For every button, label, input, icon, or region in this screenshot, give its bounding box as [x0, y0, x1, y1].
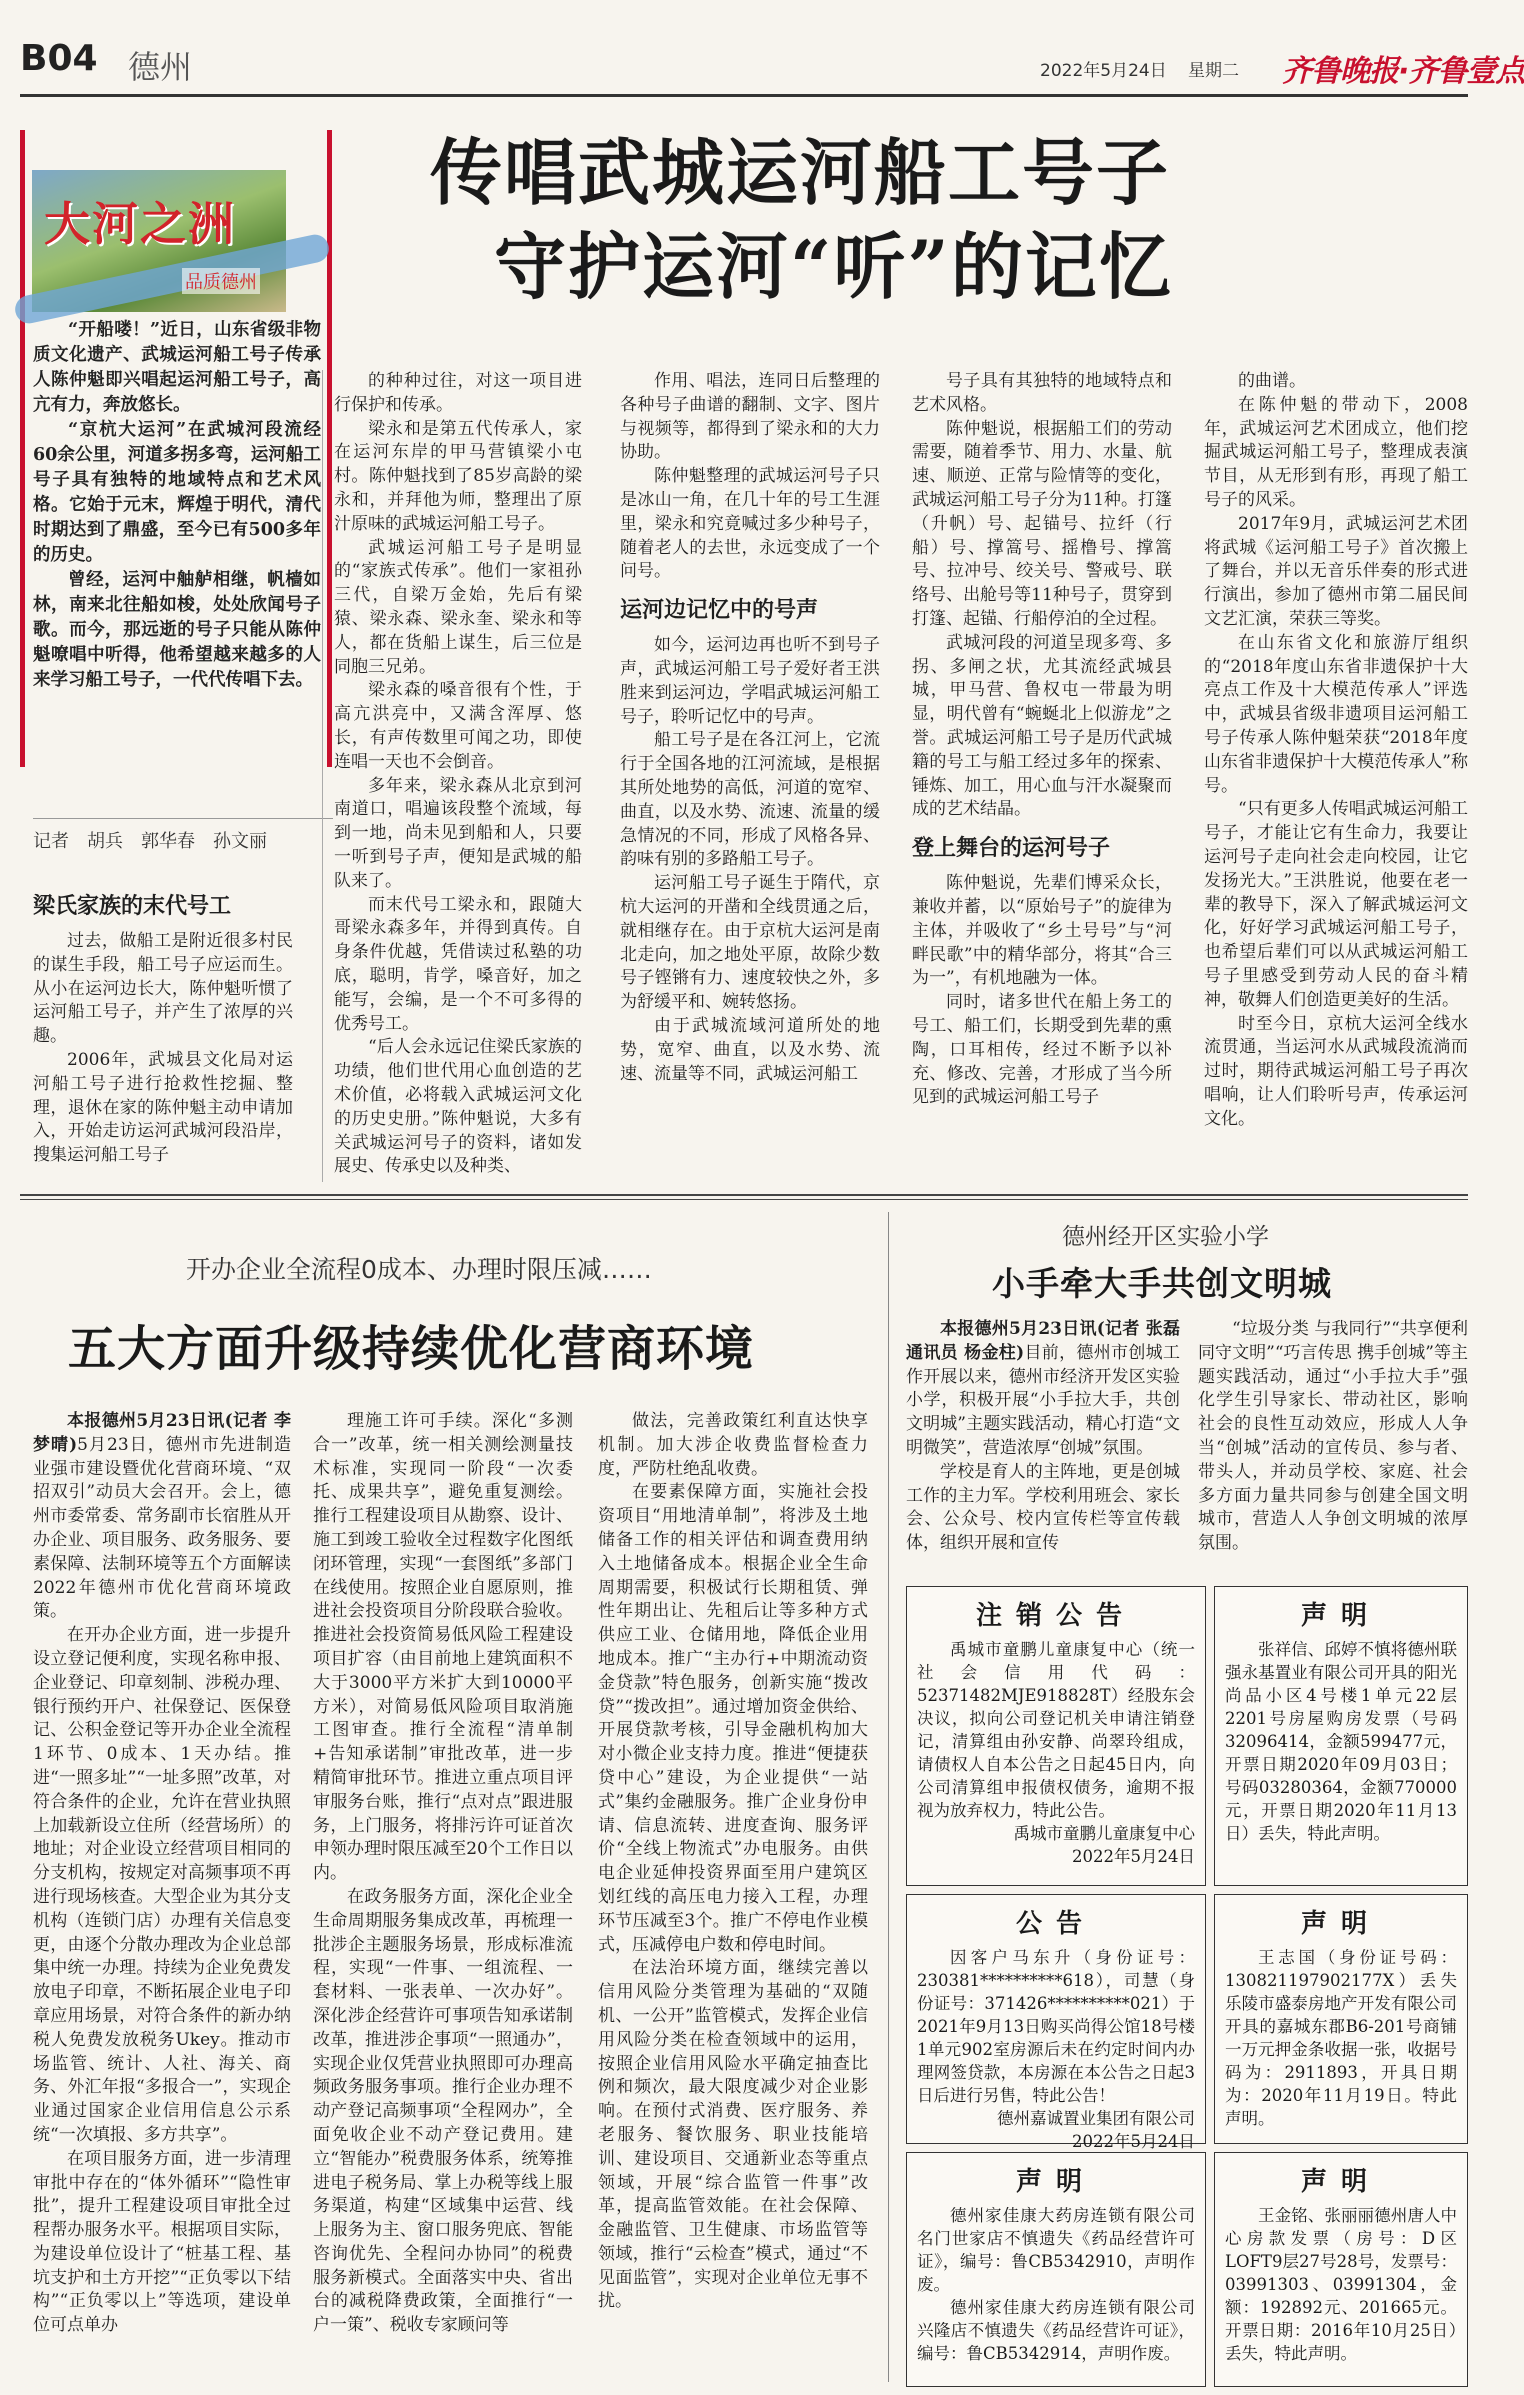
section-rule [20, 1194, 1468, 1196]
body-paragraph: 做法，完善政策红利直达快享机制。加大涉企收费监督检查力度，严防杜绝乱收费。 [598, 1411, 868, 1479]
notice-box [906, 1586, 1206, 1886]
notice-box [1214, 1586, 1468, 1886]
body-paragraph [906, 1318, 1180, 1461]
body-paragraph: 时至今日，京杭大运河全线水流贯通，当运河水从武城段流淌而过时，期待武城运河船工号子再次唱响，让人们聆听号声，传承运河文化。 [1204, 1013, 1468, 1129]
column-divider [322, 370, 323, 1182]
notice-body: 王金铭、张丽丽德州唐人中心房款发票（房号：D区LOFT9层27号28号，发票号：03991303、03991304，金额：192892元、201665元。开票日期：2016年10月25日）丢失，特此声明。 [1225, 2206, 1457, 2363]
notice-box [906, 2152, 1206, 2387]
business-column-3 [598, 1410, 868, 2385]
notice-signature: 德州嘉诚置业集团有限公司 [997, 2109, 1195, 2128]
page-header [20, 30, 1524, 100]
notice-body: 张祥信、邱婷不慎将德州联强永基置业有限公司开具的阳光尚品小区4号楼1单元22层2201号房屋购房发票（号码32096414，金额599477元，开票日期2020年09月03日；号码03280364，金额770000元，开票日期2020年11月13日）丢失，特此声明。 [1225, 1640, 1457, 1843]
body-text: 5月23日，德州市先进制造业强市建设暨优化营商环境、“双招双引”动员大会召开。会上，德州市委常委、常务副市长宿胜从开办企业、项目服务、政务服务、要素保障、法制环境等五个方面解读2022年德州市优化营商环境政策。 [33, 1434, 291, 1622]
business-column-2 [313, 1410, 573, 2385]
feature-column-2 [334, 370, 582, 1180]
body-paragraph: 梁永森的嗓音很有个性，于高亢洪亮中，又满含浑厚、悠长，有声传数里可闻之功，即使连唱一天也不会倒音。 [334, 680, 582, 772]
notice-signature: 禹城市童鹏儿童康复中心 [1013, 1824, 1195, 1843]
intro-paragraph: “京杭大运河”在武城河段流经60余公里，河道多拐多弯，运河船工号子具有独特的地域特点和艺术风格。它始于元末，辉煌于明代，清代时期达到了鼎盛，至今已有500多年的历史。 [33, 420, 321, 565]
body-paragraph: 如今，运河边再也听不到号子声，武城运河船工号子爱好者王洪胜来到运河边，学唱武城运河船工号子，聆听记忆中的号声。 [620, 635, 880, 727]
body-paragraph: 理施工许可手续。深化“多测合一”改革，统一相关测绘测量技术标准，实现同一阶段“一次委托、成果共享”，避免重复测绘。推行工程建设项目从勘察、设计、施工到竣工验收全过程数字化图纸闭环管理，实现“一套图纸”多部门在线使用。按照企业自愿原则，推进社会投资项目分阶段联合验收。推进社会投资简易低风险工程建设项目扩容（由目前地上建筑面积不大于3000平方米扩大到10000平方米），对简易低风险项目取消施工图审查。推行全流程“清单制+告知承诺制”审批改革，进一步精简审批环节。推进立重点项目评审服务台账，推行“点对点”跟进服务，上门服务，将排污许可证首次申领办理时限压减至20个工作日以内。 [313, 1411, 573, 1884]
feature-column-1 [33, 880, 293, 1180]
business-column-1 [33, 1410, 291, 2385]
article-kicker: 开办企业全流程0成本、办理时限压减…… [186, 1255, 652, 1284]
body-text: 目前，德州市创城工作开展以来，德州市经济开发区实验小学，积极开展“小手拉大手，共创文明城”主题实践活动，精心打造“文明微笑”，营造浓厚“创城”氛围。 [906, 1342, 1181, 1458]
header-rule [20, 94, 1468, 97]
headline-line-1: 传唱武城运河船工号子 [430, 130, 1171, 215]
issue-date: 2022年5月24日 [1040, 61, 1167, 81]
section-name: 德州 [128, 48, 193, 86]
feature-column-3 [620, 370, 880, 1180]
body-paragraph: 作用、唱法，连同日后整理的各种号子曲谱的翻制、文字、图片与视频等，都得到了梁永和的大力协助。 [620, 371, 880, 463]
reporter-byline: 记者 胡兵 郭华春 孙文丽 [33, 818, 333, 853]
notice-body: 因客户马东升（身份证号：230381**********618），司慧（身份证号：371426**********021）于2021年9月13日购买尚得公馆18号楼1单元902室房源后未在约定时间内办理网签贷款，本房源在本公告之日起3日后进行另售，特此公告！ [917, 1948, 1195, 2105]
column-divider [888, 1212, 889, 2382]
notice-box [1214, 2152, 1468, 2387]
feature-column-5 [1204, 370, 1468, 1180]
notice-body: 禹城市童鹏儿童康复中心（统一社会信用代码：52371482MJE918828T）经股东会决议，拟向公司登记机关申请注销登记，清算组由孙安静、尚翠玲组成，请债权人自本公告之日起45日内，向公司清算组申报债权债务，逾期不报视为放弃权力，特此公告。 [917, 1640, 1195, 1820]
notice-title: 声明 [1300, 1909, 1381, 1939]
headline-line-2: 守护运河“听”的记忆 [494, 224, 1173, 309]
body-paragraph: 同时，诸多世代在船上务工的号工、船工们，长期受到先辈的熏陶，口耳相传，经过不断予以补充、修改、完善，才形成了当今所见到的武城运河船工号子 [912, 992, 1172, 1108]
body-paragraph: 在项目服务方面，进一步清理审批中存在的“体外循环”“隐性审批”，提升工程建设项目审批全过程帮办服务水平。根据项目实际，为建设单位设计了“桩基工程、基坑支护和土方开挖”“正负零以下结构”“正负零以上”等选项，建设单位可点单办 [33, 2148, 291, 2336]
issue-weekday: 星期二 [1188, 61, 1239, 81]
body-paragraph: “只有更多人传唱武城运河船工号子，才能让它有生命力，我要让运河号子走向社会走向校园，让它发扬光大。”王洪胜说，他要在老一辈的教导下，深入了解武城运河文化，好好学习武城运河船工号子，也希望后辈们可以从武城运河船工号子里感受到劳动人民的奋斗精神，敬舞人们创造更美好的生活。 [1204, 799, 1468, 1010]
subheading: 运河边记忆中的号声 [620, 597, 819, 624]
column-logo-title: 大河之洲 [44, 197, 236, 251]
notice-date: 2022年5月24日 [1072, 2132, 1195, 2151]
article-kicker: 德州经开区实验小学 [1062, 1224, 1269, 1250]
school-column-2 [1198, 1318, 1468, 1573]
school-column-1 [906, 1318, 1180, 1573]
body-paragraph: 陈仲魁整理的武城运河号子只是冰山一角，在几十年的号工生涯里，梁永和究竟喊过多少种号子，随着老人的去世，永远变成了一个问号。 [620, 466, 880, 582]
notice-body: 王志国（身份证号码：130821197902177X）丢失乐陵市盛泰房地产开发有限公司开具的嘉城东郡B6-201号商铺一万元押金条收据一张，收据号码为：2911893，开具日期为：2020年11月19日。特此声明。 [1225, 1948, 1457, 2128]
section-rule [20, 1199, 1468, 1200]
article-headline: 五大方面升级持续优化营商环境 [68, 1321, 755, 1377]
notice-title: 注销公告 [975, 1601, 1136, 1631]
body-paragraph: 号子具有其独特的地域特点和艺术风格。 [912, 371, 1172, 415]
article-headline: 小手牵大手共创文明城 [992, 1264, 1332, 1303]
feature-column-4 [912, 370, 1172, 1180]
notice-box [906, 1894, 1206, 2151]
body-paragraph: 在法治环境方面，继续完善以信用风险分类管理为基础的“双随机、一公开”监管模式，发挥企业信用风险分类在检查领域中的运用，按照企业信用风险水平确定抽查比例和频次，最大限度减少对企业影响。在预付式消费、医疗服务、养老服务、餐饮服务、职业技能培训、建设项目、交通新业态等重点领域，开展“综合监管一件事”改革，提高监管效能。在社会保障、金融监管、卫生健康、市场监管等领域，推行“云检查”模式，通过“不见面监管”，实现对企业单位无事不扰。 [598, 1958, 868, 2312]
notice-body: 德州家佳康大药房连锁有限公司名门世家店不慎遗失《药品经营许可证》，编号：鲁CB5342910，声明作废。 [917, 2206, 1195, 2294]
body-paragraph: “垃圾分类 与我同行”“共享便利 同守文明”“巧言传思 携手创城”等主题实践活动，通过“小手拉大手”强化学生引导家长、带动社区，影响社会的良性互动效应，形成人人争当“创城”活动的宣传员、参与者、带头人，并动员学校、家庭、社会多方面力量共同参与创建全国文明城市，营造人人争创文明城的浓厚氛围。 [1198, 1319, 1468, 1554]
body-paragraph: 过去，做船工是附近很多村民的谋生手段，船工号子应运而生。从小在运河边长大，陈仲魁听惯了运河船工号子，并产生了浓厚的兴趣。 [33, 931, 293, 1047]
body-paragraph: 陈仲魁说，根据船工们的劳动需要，随着季节、用力、水量、航速、顺逆、正常与险情等的变化，武城运河船工号子分为11种。打篷（升帆）号、起锚号、拉纤（行船）号、撑篙号、摇橹号、撑篙号、拉冲号、绞关号、警戒号、联络号、出舱号等11种号子，贯穿到打篷、起锚、行船停泊的全过程。 [912, 418, 1172, 629]
notice-body: 德州家佳康大药房连锁有限公司兴隆店不慎遗失《药品经营许可证》，编号：鲁CB5342914，声明作废。 [917, 2298, 1195, 2363]
dateline: 本报德州5月23日讯(记者 李梦晴) [33, 1411, 291, 1455]
intro-paragraph: 曾经，运河中舳舻相继，帆樯如林，南来北往船如梭，处处欣闻号子歌。而今，那远逝的号子只能从陈仲魁嘹唱中听得，他希望越来越多的人来学习船工号子，一代代传唱下去。 [33, 570, 321, 690]
body-paragraph: 在开办企业方面，进一步提升设立登记便利度，实现名称申报、企业登记、印章刻制、涉税办理、银行预约开户、社保登记、医保登记、公积金登记等开办企业全流程1环节、0成本、1天办结。推进“一照多址”“一址多照”改革，对符合条件的企业，允许在营业执照上加载新设立住所（经营场所）的地址；对企业设立经营项目相同的分支机构，按规定对高频事项不再进行现场核查。大型企业为其分支机构（连锁门店）办理有关信息变更，由逐个分散办理改为企业总部集中统一办理。持续为企业免费发放电子印章，不断拓展企业电子印章应用场景，对符合条件的新办纳税人免费发放税务Ukey。推动市场监管、统计、人社、海关、商务、外汇年报“多报合一”，实现企业通过国家企业信用信息公示系统“一次填报、多方共享”。 [33, 1625, 291, 2145]
body-paragraph [33, 1410, 291, 1624]
body-paragraph: 由于武城流域河道所处的地势，宽窄、曲直，以及水势、流速、流量等不同，武城运河船工 [620, 1015, 880, 1084]
column-logo-subtitle: 品质德州 [182, 268, 260, 294]
body-paragraph: 武城河段的河道呈现多弯、多拐、多闸之状，尤其流经武城县城，甲马营、鲁权屯一带最为明显，明代曾有“蜿蜒北上似游龙”之誉。武城运河船工号子是历代武城籍的号工与船工经过多年的探索、锤炼、加工，用心血与汗水凝聚而成的艺术结晶。 [912, 632, 1172, 820]
feature-intro [33, 318, 321, 693]
dateline: 本报德州5月23日讯(记者 张磊 通讯员 杨金柱) [906, 1319, 1180, 1363]
notice-title: 声明 [1300, 2167, 1381, 2197]
body-paragraph: 陈仲魁说，先辈们博采众长，兼收并蓄，以“原始号子”的旋律为主体，并吸收了“乡土号号”与“河畔民歌”中的精华部分，将其“合三为一”，有机地融为一体。 [912, 873, 1172, 989]
body-paragraph: 在要素保障方面，实施社会投资项目“用地清单制”，将涉及土地储备工作的相关评估和调查费用纳入土地储备成本。根据企业全生命周期需要，积极试行长期租赁、弹性年期出让、先租后让等多种方式供应工业、仓储用地，降低企业用地成本。推广“主办行+中期流动资金贷款”特色服务，创新实施“拨改贷”“拨改担”。通过增加资金供给、开展贷款考核，引导金融机构加大对小微企业支持力度。推进“便捷获贷中心”建设，为企业提供“一站式”集约金融服务。推广企业身份申请、信息流转、进度查询、服务评价“全线上物流式”办电服务。由供电企业延伸投资界面至用户建筑区划红线的高压电力接入工程，办理环节压减至3个。推广不停电作业模式，压减停电户数和停电时间。 [598, 1482, 868, 1955]
notice-title: 公告 [1015, 1909, 1096, 1939]
subheading: 梁氏家族的末代号工 [33, 893, 232, 919]
body-paragraph: 的曲谱。 [1238, 371, 1306, 391]
body-paragraph: 多年来，梁永森从北京到河南道口，唱遍该段整个流域，每到一地，尚未见到船和人，只要一听到号子声，便知是武城的船队来了。 [334, 775, 582, 891]
body-paragraph: 船工号子是在各江河上，它流行于全国各地的江河流域，是根据其所处地势的高低，河道的宽窄、曲直，以及水势、流速、流量的缓急情况的不同，形成了风格各异、韵味有别的多路船工号子。 [620, 730, 880, 870]
page-number: B04 [20, 38, 98, 79]
body-paragraph: 梁永和是第五代传承人，家在运河东岸的甲马营镇梁小屯村。陈仲魁找到了85岁高龄的梁永和，并拜他为师，整理出了原汁原味的武城运河船工号子。 [334, 418, 582, 534]
intro-paragraph: “开船喽！”近日，山东省级非物质文化遗产、武城运河船工号子传承人陈仲魁即兴唱起运河船工号子，高亢有力，奔放悠长。 [33, 320, 321, 415]
body-paragraph: 2006年，武城县文化局对运河船工号子进行抢救性挖掘、整理，退休在家的陈仲魁主动申请加入，开始走访运河武城河段沿岸，搜集运河船工号子 [33, 1049, 293, 1166]
body-paragraph: 武城运河船工号子是明显的“家族式传承”。他们一家祖孙三代，自梁万金始，先后有梁猿、梁永森、梁永奎、梁永和等人，都在货船上谋生，后三位是同胞三兄弟。 [334, 537, 582, 677]
notice-date: 2022年5月24日 [1072, 1847, 1195, 1866]
body-paragraph: 在山东省文化和旅游厅组织的“2018年度山东省非遗保护十大亮点工作及十大模范传承人”评选中，武城县省级非遗项目运河船工号子传承人陈仲魁荣获“2018年度山东省非遗保护十大模范传承人”称号。 [1204, 632, 1468, 796]
subheading: 登上舞台的运河号子 [912, 835, 1111, 862]
body-paragraph: 的种种过往，对这一项目进行保护和传承。 [334, 371, 582, 415]
notice-title: 声明 [1015, 2167, 1096, 2197]
body-paragraph: 在陈仲魁的带动下，2008年，武城运河艺术团成立，他们挖掘武城运河船工号子，整理成表演节目，从无形到有形，再现了船工号子的风采。 [1204, 394, 1468, 510]
body-paragraph: 2017年9月，武城运河艺术团将武城《运河船工号子》首次搬上了舞台，并以无音乐伴奏的形式进行演出，参加了德州市第二届民间文艺汇演，荣获三等奖。 [1204, 513, 1468, 629]
column-logo [32, 170, 286, 312]
body-paragraph: 而末代号工梁永和，跟随大哥梁永森多年，并得到真传。自身条件优越，凭借读过私塾的功底，聪明，肯学，嗓音好，加之能写，会编，是一个不可多得的优秀号工。 [334, 894, 582, 1034]
body-paragraph: 在政务服务方面，深化企业全生命周期服务集成改革，再梳理一批涉企主题服务场景，形成标准流程，实现“一件事、一组流程、一套材料、一张表单、一次办好”。深化涉企经营许可事项告知承诺制改革，推进涉企事项“一照通办”，实现企业仅凭营业执照即可办理高频政务服务事项。推行企业办理不动产登记高频事项“全程网办”，全面免收企业不动产登记费用。建立“智能办”税费服务体系，统筹推进电子税务局、掌上办税等线上服务渠道，构建“区域集中运营、线上服务为主、窗口服务兜底、智能咨询优先、全程问办协同”的税费服务新模式。全面落实中央、省出台的减税降费政策，全面推行“一户一策”、税收专家顾问等 [313, 1886, 573, 2336]
body-paragraph: 运河船工号子诞生于隋代，京杭大运河的开凿和全线贯通之后，就相继存在。由于京杭大运河是南北走向，加之地处平原，故除少数号子铿锵有力、速度较快之外，多为舒缓平和、婉转悠扬。 [620, 873, 880, 1013]
body-paragraph: “后人会永远记住梁氏家族的功绩，他们世代用心血创造的艺术价值，必将载入武城运河文化的历史史册。”陈仲魁说，大多有关武城运河号子的资料，诸如发展史、传承史以及种类、 [334, 1037, 582, 1177]
notice-title: 声明 [1300, 1601, 1381, 1631]
body-paragraph: 学校是育人的主阵地，更是创城工作的主力军。学校利用班会、家长会、公众号、校内宣传栏等宣传载体，组织开展和宣传 [906, 1461, 1180, 1554]
notice-box [1214, 1894, 1468, 2144]
newspaper-logo: 齐鲁晚报·齐鲁壹点 [1282, 54, 1524, 89]
